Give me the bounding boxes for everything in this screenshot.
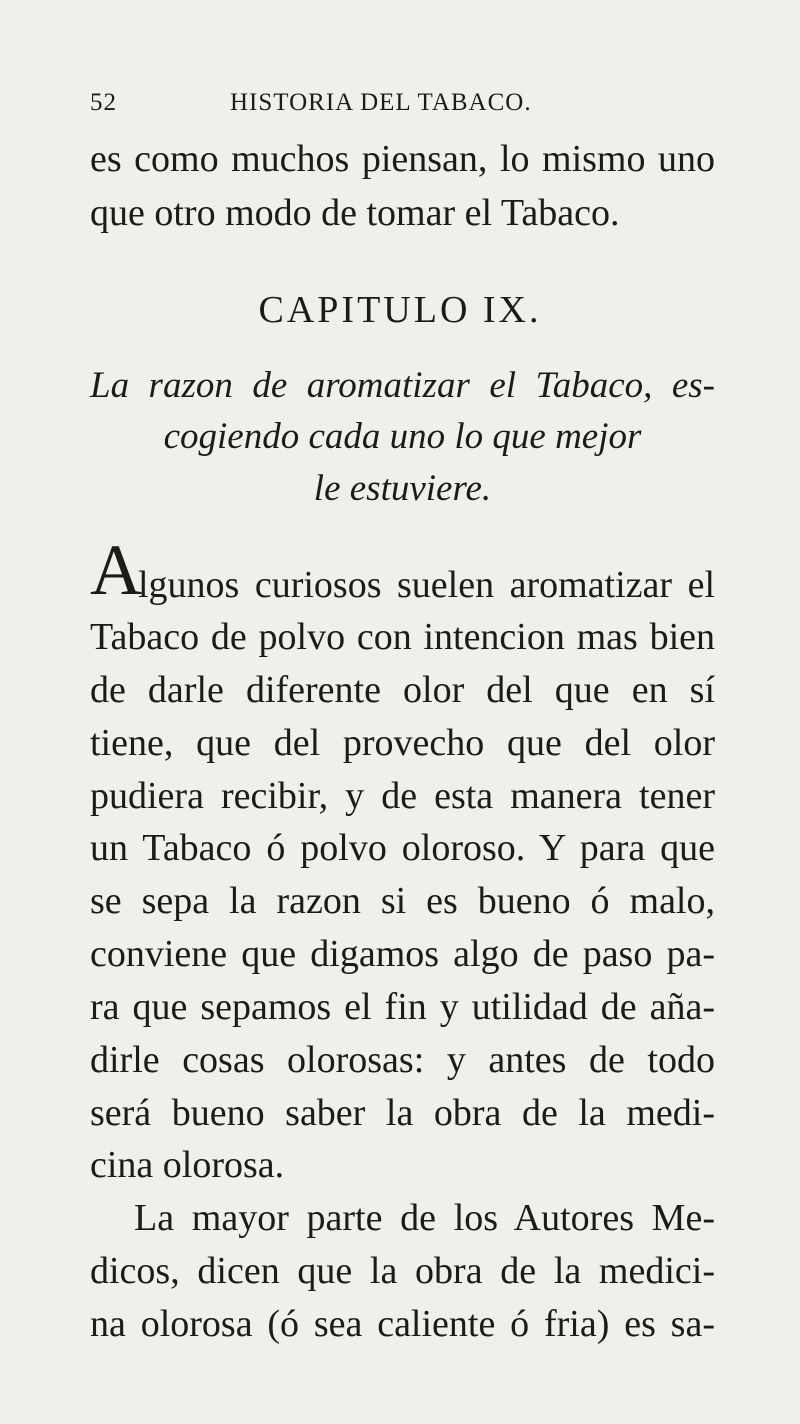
text-line: na olorosa (ó sea caliente ó fria) es sa-	[90, 1303, 715, 1345]
page-number: 52	[90, 89, 117, 116]
text-line: La mayor parte de los Autores Me-	[134, 1197, 715, 1239]
running-title: HISTORIA DEL TABACO.	[230, 89, 532, 116]
text-line: ra que sepamos el fin y utilidad de aña-	[90, 986, 715, 1028]
chapter-subtitle-line: le estuviere.	[313, 468, 492, 509]
text-line: lgunos curiosos suelen aromatizar el	[138, 564, 715, 606]
chapter-subtitle-line: La razon de aromatizar el Tabaco, es-	[90, 365, 715, 406]
chapter-title: CAPITULO IX.	[258, 289, 542, 331]
text-line: dirle cosas olorosas: y antes de todo	[90, 1039, 715, 1081]
text-line: dicos, dicen que la obra de la medici-	[90, 1250, 715, 1292]
text-line: que otro modo de tomar el Tabaco.	[90, 192, 620, 234]
text-line: se sepa la razon si es bueno ó malo,	[90, 880, 715, 922]
text-line: pudiera recibir, y de esta manera tener	[90, 775, 715, 817]
text-line: conviene que digamos algo de paso pa-	[90, 933, 715, 975]
text-line: de darle diferente olor del que en sí	[90, 669, 715, 711]
drop-cap: A	[90, 530, 142, 610]
text-line: es como muchos piensan, lo mismo uno	[90, 138, 715, 180]
text-line: un Tabaco ó polvo oloroso. Y para que	[90, 827, 715, 869]
text-line: cina olorosa.	[90, 1144, 285, 1186]
text-line: Tabaco de polvo con intencion mas bien	[90, 616, 715, 658]
chapter-subtitle-line: cogiendo cada uno lo que mejor	[163, 416, 642, 457]
text-line: tiene, que del provecho que del olor	[90, 722, 715, 764]
text-line: será bueno saber la obra de la medi-	[90, 1092, 715, 1134]
